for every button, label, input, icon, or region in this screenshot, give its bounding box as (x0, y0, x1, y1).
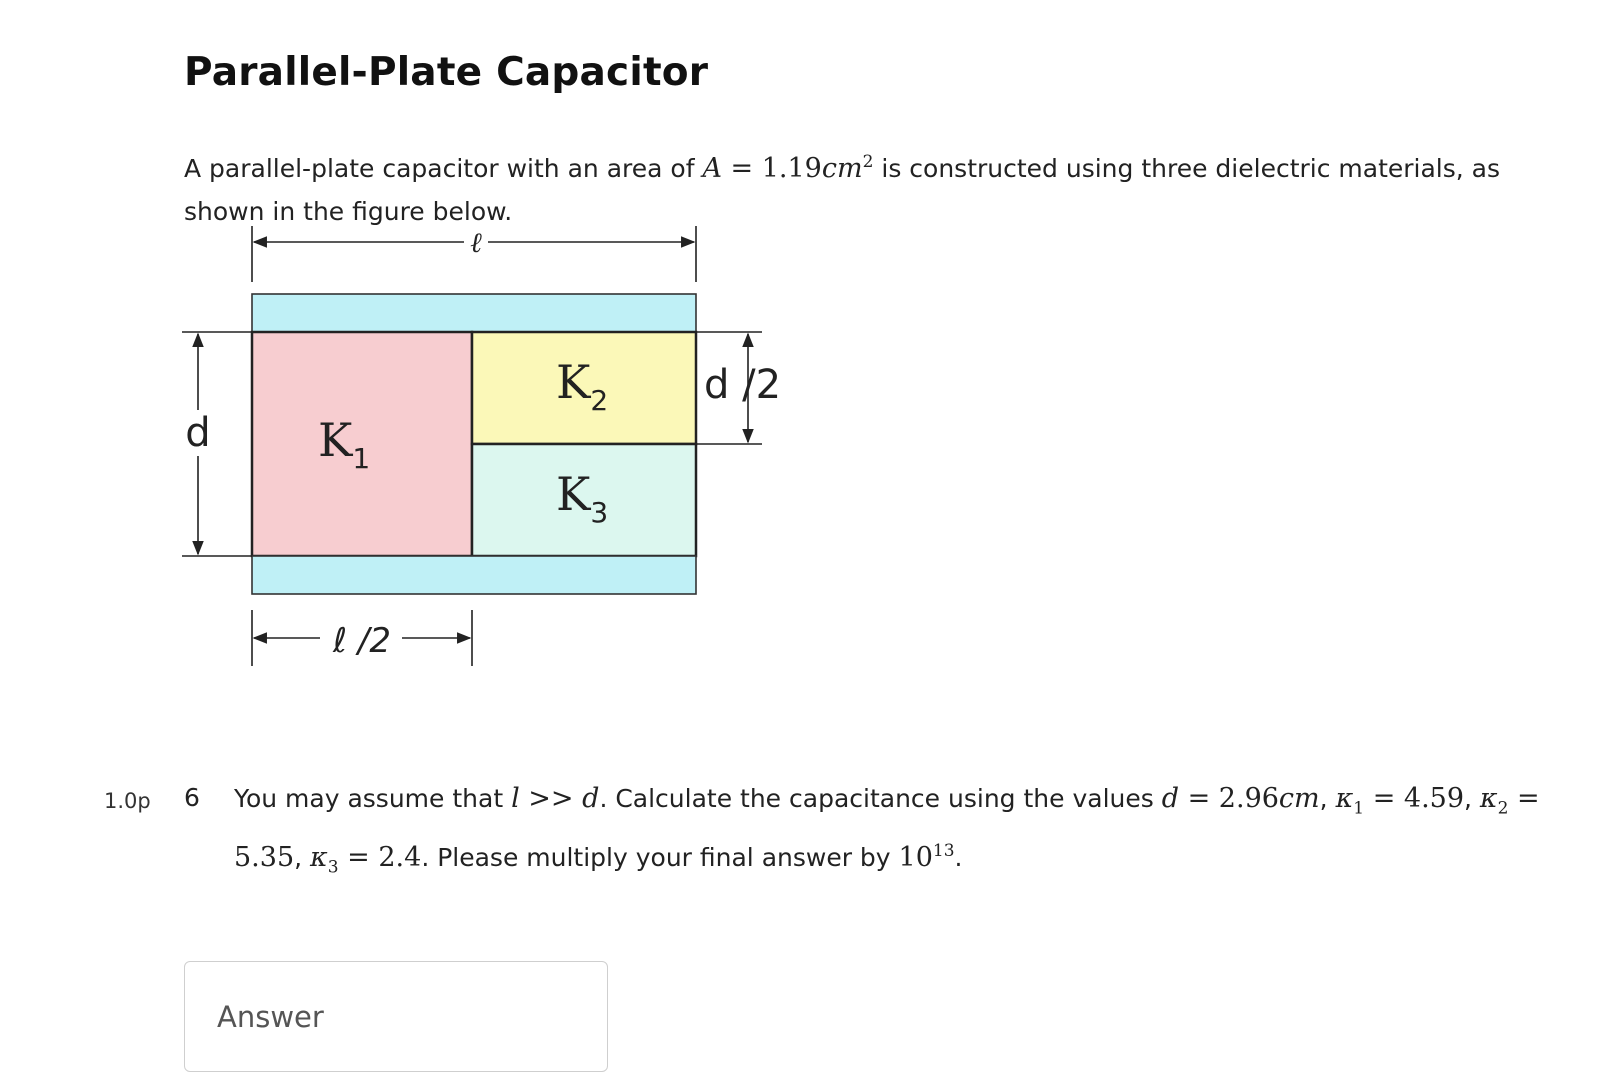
page-title: Parallel-Plate Capacitor (184, 50, 709, 95)
question-number: 6 (184, 783, 200, 812)
gap-dimension (182, 332, 252, 556)
half-length-dimension (252, 610, 472, 666)
k1-label: $K_1$ (318, 413, 371, 475)
top-plate (252, 294, 696, 332)
half-length-label: ℓ /2 (333, 621, 391, 661)
problem-intro: A parallel-plate capacitor with an area of $A = 1.19cm^2$ is constructed using three dielectric materials, as shown in the figure below. (184, 152, 1501, 226)
length-dimension (252, 226, 696, 282)
length-label: ℓ (470, 226, 482, 259)
half-gap-label: d /2 (704, 362, 782, 408)
question-text: You may assume that l >> d. Calculate the capacitance using the values d = 2.96cm, $\kappa_1 = 4.59$, $\kappa_2 = 5.35$, $\kappa_3 = 2.4$. Please multiply your final answer by $10^{13}$. (234, 783, 1540, 878)
question-points: 1.0p (104, 789, 151, 813)
bottom-plate (252, 556, 696, 594)
gap-label: d (185, 410, 211, 456)
k2-label: $K_2$ (556, 355, 609, 417)
half-gap-dimension (696, 332, 781, 444)
area-formula: $A = 1.19cm^2$ (702, 152, 874, 184)
answer-input[interactable] (184, 961, 608, 1072)
capacitor-diagram (170, 220, 810, 680)
k3-label: $K_3$ (556, 467, 609, 529)
